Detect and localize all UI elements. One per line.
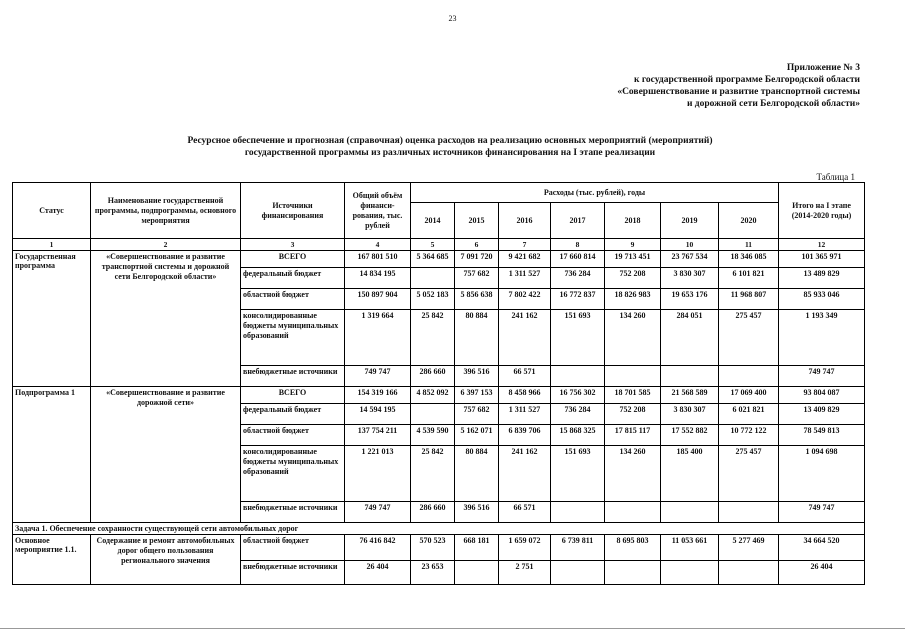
col-number: 1 xyxy=(13,239,91,251)
row-year-value: 19 653 176 xyxy=(661,289,719,310)
row-year-value: 396 516 xyxy=(455,366,499,387)
table-row xyxy=(13,387,865,404)
row-source: консолидированные бюджеты муниципальных образований xyxy=(241,446,345,502)
appendix-line-1: Приложение № 3 xyxy=(786,63,860,73)
row-year-value: 6 021 821 xyxy=(719,404,779,425)
row-year-value: 5 277 469 xyxy=(719,535,779,561)
header-year: 2018 xyxy=(605,203,661,239)
row-itogo: 34 664 520 xyxy=(779,535,865,561)
row-total: 1 221 013 xyxy=(345,446,411,502)
row-itogo: 749 747 xyxy=(779,502,865,523)
row-year-value: 66 571 xyxy=(499,366,551,387)
row-year-value xyxy=(661,561,719,585)
row-itogo: 26 404 xyxy=(779,561,865,585)
row-year-value xyxy=(605,366,661,387)
row-year-value: 1 311 527 xyxy=(499,268,551,289)
row-year-value: 284 051 xyxy=(661,310,719,366)
row-total: 137 754 211 xyxy=(345,425,411,446)
row-year-value xyxy=(551,561,605,585)
row-year-value: 134 260 xyxy=(605,310,661,366)
row-name: Содержание и ремонт автомобильных дорог общего пользования регионального значения xyxy=(91,535,241,585)
row-year-value xyxy=(411,404,455,425)
row-status: Подпрограмма 1 xyxy=(13,387,91,523)
row-itogo: 101 365 971 xyxy=(779,251,865,268)
row-itogo: 85 933 046 xyxy=(779,289,865,310)
row-year-value: 5 162 071 xyxy=(455,425,499,446)
row-year-value: 736 284 xyxy=(551,268,605,289)
header-year: 2016 xyxy=(499,203,551,239)
row-year-value: 6 839 706 xyxy=(499,425,551,446)
row-year-value: 2 751 xyxy=(499,561,551,585)
row-total: 167 801 510 xyxy=(345,251,411,268)
row-year-value: 757 682 xyxy=(455,404,499,425)
row-year-value: 21 568 589 xyxy=(661,387,719,404)
row-status: Основное мероприятие 1.1. xyxy=(13,535,91,585)
row-year-value: 241 162 xyxy=(499,446,551,502)
row-year-value xyxy=(551,366,605,387)
row-year-value: 3 830 307 xyxy=(661,404,719,425)
appendix-block xyxy=(560,62,860,110)
row-name: «Совершенствование и развитие транспортной системы и дорожной сети Белгородской области» xyxy=(91,251,241,387)
row-year-value: 396 516 xyxy=(455,502,499,523)
row-itogo: 749 747 xyxy=(779,366,865,387)
row-year-value: 5 364 685 xyxy=(411,251,455,268)
row-year-value: 8 695 803 xyxy=(605,535,661,561)
row-source: федеральный бюджет xyxy=(241,268,345,289)
row-year-value xyxy=(719,366,779,387)
row-year-value: 19 713 451 xyxy=(605,251,661,268)
header-year: 2019 xyxy=(661,203,719,239)
table-row xyxy=(13,251,865,268)
row-year-value: 752 208 xyxy=(605,404,661,425)
row-source: ВСЕГО xyxy=(241,251,345,268)
row-total: 14 834 195 xyxy=(345,268,411,289)
row-total: 26 404 xyxy=(345,561,411,585)
row-year-value: 17 552 882 xyxy=(661,425,719,446)
col-number: 7 xyxy=(499,239,551,251)
row-itogo: 13 489 829 xyxy=(779,268,865,289)
row-year-value: 18 826 983 xyxy=(605,289,661,310)
row-year-value: 23 653 xyxy=(411,561,455,585)
row-year-value: 570 523 xyxy=(411,535,455,561)
row-year-value: 80 884 xyxy=(455,310,499,366)
header-year: 2017 xyxy=(551,203,605,239)
table-label: Таблица 1 xyxy=(816,172,855,182)
row-source: областной бюджет xyxy=(241,425,345,446)
title-line-2: государственной программы из различных источников финансирования на I этапе реализации xyxy=(244,148,656,158)
row-year-value xyxy=(661,366,719,387)
row-total: 749 747 xyxy=(345,366,411,387)
row-itogo: 13 409 829 xyxy=(779,404,865,425)
row-year-value: 286 660 xyxy=(411,366,455,387)
row-total: 150 897 904 xyxy=(345,289,411,310)
row-year-value: 668 181 xyxy=(455,535,499,561)
row-year-value: 10 772 122 xyxy=(719,425,779,446)
row-year-value: 275 457 xyxy=(719,310,779,366)
row-status: Государственная программа xyxy=(13,251,91,387)
col-number: 9 xyxy=(605,239,661,251)
row-source: областной бюджет xyxy=(241,289,345,310)
page-bottom-rule xyxy=(0,628,905,629)
title-line-1: Ресурсное обеспечение и прогнозная (справочная) оценка расходов на реализацию основных мероприятий (мероприятий) xyxy=(187,136,713,146)
row-source: внебюджетные источники xyxy=(241,561,345,585)
row-year-value: 17 069 400 xyxy=(719,387,779,404)
row-year-value: 25 842 xyxy=(411,310,455,366)
row-year-value: 752 208 xyxy=(605,268,661,289)
row-year-value: 16 756 302 xyxy=(551,387,605,404)
row-year-value: 286 660 xyxy=(411,502,455,523)
row-total: 1 319 664 xyxy=(345,310,411,366)
col-number: 8 xyxy=(551,239,605,251)
row-year-value: 23 767 534 xyxy=(661,251,719,268)
row-year-value: 6 739 811 xyxy=(551,535,605,561)
header-total: Общий объём финанси-рования, тыс. рублей xyxy=(345,183,411,239)
task-row xyxy=(13,523,865,535)
row-year-value: 736 284 xyxy=(551,404,605,425)
appendix-line-2: к государственной программе Белгородской области xyxy=(633,75,860,85)
document-title xyxy=(100,135,800,159)
row-year-value: 241 162 xyxy=(499,310,551,366)
row-year-value: 7 802 422 xyxy=(499,289,551,310)
row-source: консолидированные бюджеты муниципальных образований xyxy=(241,310,345,366)
row-year-value: 66 571 xyxy=(499,502,551,523)
row-source: внебюджетные источники xyxy=(241,502,345,523)
row-year-value: 5 856 638 xyxy=(455,289,499,310)
row-year-value: 11 053 661 xyxy=(661,535,719,561)
row-year-value: 4 539 590 xyxy=(411,425,455,446)
row-year-value xyxy=(455,561,499,585)
row-year-value: 80 884 xyxy=(455,446,499,502)
col-number: 5 xyxy=(411,239,455,251)
row-source: внебюджетные источники xyxy=(241,366,345,387)
row-year-value: 8 458 966 xyxy=(499,387,551,404)
row-year-value: 1 659 072 xyxy=(499,535,551,561)
header-expenses: Расходы (тыс. рублей), годы xyxy=(411,183,779,203)
row-year-value xyxy=(719,502,779,523)
row-year-value: 7 091 720 xyxy=(455,251,499,268)
row-year-value: 757 682 xyxy=(455,268,499,289)
row-itogo: 1 094 698 xyxy=(779,446,865,502)
row-year-value: 15 868 325 xyxy=(551,425,605,446)
page-number: 23 xyxy=(448,14,457,23)
row-year-value xyxy=(551,502,605,523)
col-number: 6 xyxy=(455,239,499,251)
col-number: 10 xyxy=(661,239,719,251)
row-year-value: 185 400 xyxy=(661,446,719,502)
row-total: 76 416 842 xyxy=(345,535,411,561)
row-source: федеральный бюджет xyxy=(241,404,345,425)
row-year-value: 3 830 307 xyxy=(661,268,719,289)
row-year-value: 17 660 814 xyxy=(551,251,605,268)
header-itogo: Итого на I этапе (2014-2020 годы) xyxy=(779,183,865,239)
row-year-value: 9 421 682 xyxy=(499,251,551,268)
row-year-value: 17 815 117 xyxy=(605,425,661,446)
row-year-value xyxy=(605,502,661,523)
appendix-line-3: «Совершенствование и развитие транспортной системы xyxy=(617,87,860,97)
row-year-value: 151 693 xyxy=(551,446,605,502)
row-year-value: 6 397 153 xyxy=(455,387,499,404)
row-year-value xyxy=(411,268,455,289)
row-total: 154 319 166 xyxy=(345,387,411,404)
row-year-value xyxy=(661,502,719,523)
row-year-value: 4 852 092 xyxy=(411,387,455,404)
header-year: 2015 xyxy=(455,203,499,239)
header-sources: Источники финансирования xyxy=(241,183,345,239)
row-source: областной бюджет xyxy=(241,535,345,561)
row-total: 14 594 195 xyxy=(345,404,411,425)
col-number: 3 xyxy=(241,239,345,251)
header-status: Статус xyxy=(13,183,91,239)
row-name: «Совершенствование и развитие дорожной сети» xyxy=(91,387,241,523)
table-row xyxy=(13,535,865,561)
row-total: 749 747 xyxy=(345,502,411,523)
header-year: 2020 xyxy=(719,203,779,239)
row-year-value: 25 842 xyxy=(411,446,455,502)
col-number: 12 xyxy=(779,239,865,251)
row-year-value: 275 457 xyxy=(719,446,779,502)
col-number: 4 xyxy=(345,239,411,251)
row-year-value: 11 968 807 xyxy=(719,289,779,310)
row-year-value: 18 346 085 xyxy=(719,251,779,268)
row-year-value: 5 052 183 xyxy=(411,289,455,310)
col-number: 2 xyxy=(91,239,241,251)
row-year-value: 134 260 xyxy=(605,446,661,502)
appendix-line-4: и дорожной сети Белгородской области» xyxy=(686,99,860,109)
row-year-value: 18 701 585 xyxy=(605,387,661,404)
row-year-value: 1 311 527 xyxy=(499,404,551,425)
row-itogo: 1 193 349 xyxy=(779,310,865,366)
row-itogo: 93 804 087 xyxy=(779,387,865,404)
task-title: Задача 1. Обеспечение сохранности существующей сети автомобильных дорог xyxy=(13,523,865,535)
row-source: ВСЕГО xyxy=(241,387,345,404)
row-year-value: 6 101 821 xyxy=(719,268,779,289)
column-numbers-row xyxy=(13,239,865,251)
row-year-value: 151 693 xyxy=(551,310,605,366)
row-year-value: 16 772 837 xyxy=(551,289,605,310)
row-year-value xyxy=(719,561,779,585)
header-year: 2014 xyxy=(411,203,455,239)
col-number: 11 xyxy=(719,239,779,251)
header-name: Наименование государственной программы, подпрограммы, основного мероприятия xyxy=(91,183,241,239)
row-year-value xyxy=(605,561,661,585)
resource-table xyxy=(12,182,865,585)
row-itogo: 78 549 813 xyxy=(779,425,865,446)
